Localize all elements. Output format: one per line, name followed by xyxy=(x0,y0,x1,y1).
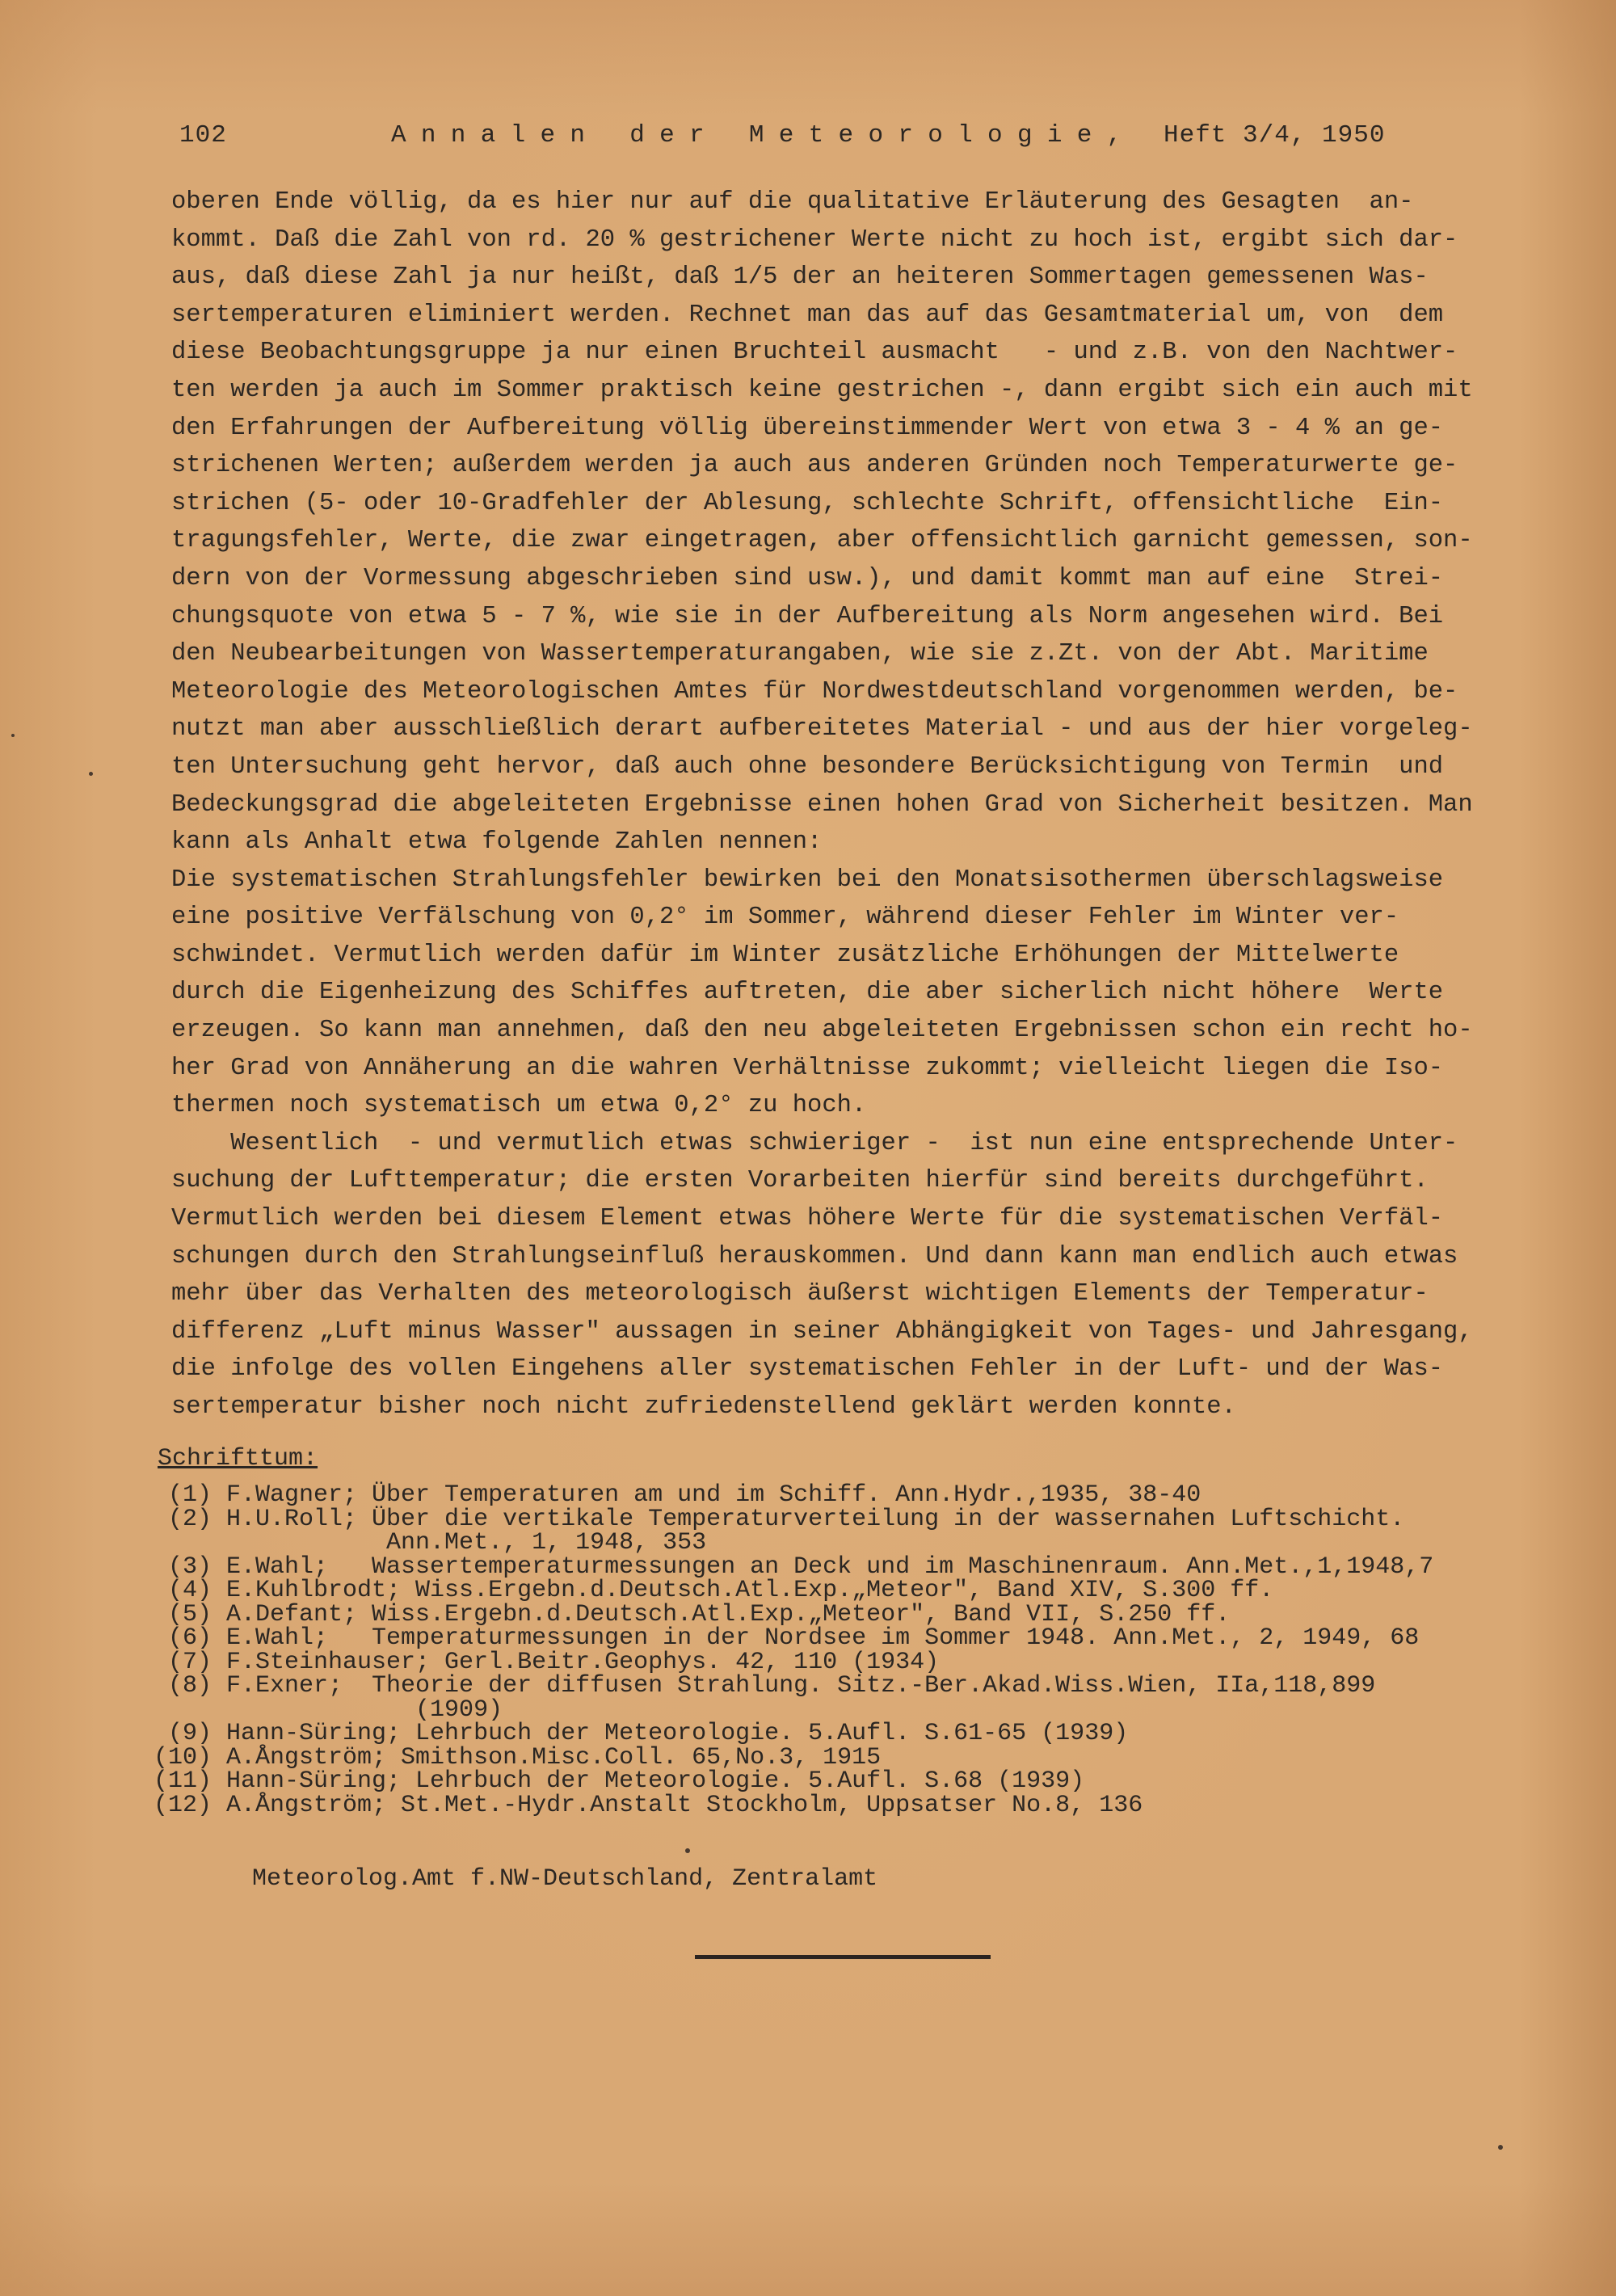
reference-item: (6) E.Wahl; Temperaturmessungen in der Nordsee im Sommer 1948. Ann.Met., 2, 1949, 68 xyxy=(154,1624,1420,1652)
body-line: den Neubearbeitungen von Wassertemperaturangaben, wie sie z.Zt. von der Abt. Maritime xyxy=(171,640,1429,668)
body-line: kommt. Daß die Zahl von rd. 20 % gestrichener Werte nicht zu hoch ist, ergibt sich dar- xyxy=(171,225,1458,254)
paper-speck xyxy=(89,772,93,776)
paper-speck xyxy=(1498,2145,1503,2150)
reference-item: (1909) xyxy=(154,1696,503,1724)
journal-title: Annalen der Meteorologie, xyxy=(391,121,1137,150)
reference-item: (1) F.Wagner; Über Temperaturen am und im Schiff. Ann.Hydr.,1935, 38-40 xyxy=(154,1481,1201,1509)
paper-speck xyxy=(685,1848,690,1853)
body-line: suchung der Lufttemperatur; die ersten Vorarbeiten hierfür sind bereits durchgeführt. xyxy=(171,1167,1429,1195)
body-line: differenz „Luft minus Wasser" aussagen in seiner Abhängigkeit von Tages- und Jahresgang, xyxy=(171,1317,1473,1346)
reference-item: (10) A.Ångström; Smithson.Misc.Coll. 65,No.3, 1915 xyxy=(154,1743,882,1772)
body-line: nutzt man aber ausschließlich derart aufbereitetes Material - und aus der hier vorgeleg- xyxy=(171,715,1473,744)
body-line: ten Untersuchung geht hervor, daß auch ohne besondere Berücksichtigung von Termin und xyxy=(171,752,1444,781)
body-line: sertemperatur bisher noch nicht zufriedenstellend geklärt werden konnte. xyxy=(171,1393,1236,1421)
body-line: erzeugen. So kann man annehmen, daß den neu abgeleiteten Ergebnissen schon ein recht ho- xyxy=(171,1017,1473,1045)
body-line: tragungsfehler, Werte, die zwar eingetragen, aber offensichtlich garnicht gemessen, son- xyxy=(171,527,1473,555)
body-line: Die systematischen Strahlungsfehler bewirken bei den Monatsisothermen überschlagsweise xyxy=(171,866,1444,894)
reference-item: (2) H.U.Roll; Über die vertikale Temperaturverteilung in der wassernahen Luftschicht. xyxy=(154,1505,1405,1533)
reference-item: (12) A.Ångström; St.Met.-Hydr.Anstalt Stockholm, Uppsatser No.8, 136 xyxy=(154,1791,1143,1819)
body-line: dern von der Vormessung abgeschrieben sind usw.), und damit kommt man auf eine Strei- xyxy=(171,564,1444,592)
body-line: durch die Eigenheizung des Schiffes auftreten, die aber sicherlich nicht höhere Werte xyxy=(171,979,1444,1007)
body-line: schwindet. Vermutlich werden dafür im Winter zusätzliche Erhöhungen der Mittelwerte xyxy=(171,941,1399,969)
reference-item: (7) F.Steinhauser; Gerl.Beitr.Geophys. 42, 110 (1934) xyxy=(154,1648,940,1676)
body-line: Bedeckungsgrad die abgeleiteten Ergebnisse einen hohen Grad von Sicherheit besitzen. Man xyxy=(171,790,1473,819)
body-line: den Erfahrungen der Aufbereitung völlig übereinstimmender Wert von etwa 3 - 4 % an ge- xyxy=(171,414,1444,442)
reference-item: (8) F.Exner; Theorie der diffusen Strahlung. Sitz.-Ber.Akad.Wiss.Wien, IIa,118,899 xyxy=(154,1672,1376,1700)
body-line: her Grad von Annäherung an die wahren Verhältnisse zukommt; vielleicht liegen die Iso- xyxy=(171,1054,1444,1082)
reference-item: (4) E.Kuhlbrodt; Wiss.Ergebn.d.Deutsch.Atl.Exp.„Meteor", Band XIV, S.300 ff. xyxy=(154,1577,1274,1604)
body-line: Vermutlich werden bei diesem Element etwas höhere Werte für die systematischen Verfäl- xyxy=(171,1205,1444,1233)
reference-item: Ann.Met., 1, 1948, 353 xyxy=(154,1529,707,1557)
body-line: ten werden ja auch im Sommer praktisch keine gestrichen -, dann ergibt sich ein auch mit xyxy=(171,376,1473,404)
page-number: 102 xyxy=(179,121,227,150)
body-line: kann als Anhalt etwa folgende Zahlen nennen: xyxy=(171,828,823,857)
end-rule xyxy=(695,1955,991,1959)
body-line: Wesentlich - und vermutlich etwas schwieriger - ist nun eine entsprechende Unter- xyxy=(171,1129,1458,1157)
author-affiliation: Meteorolog.Amt f.NW-Deutschland, Zentralamt xyxy=(252,1865,878,1893)
body-line: mehr über das Verhalten des meteorologisch äußerst wichtigen Elements der Temperatur- xyxy=(171,1280,1429,1308)
reference-item: (5) A.Defant; Wiss.Ergebn.d.Deutsch.Atl.Exp.„Meteor", Band VII, S.250 ff. xyxy=(154,1600,1231,1628)
body-line: thermen noch systematisch um etwa 0,2° zu hoch. xyxy=(171,1092,867,1120)
body-line: diese Beobachtungsgruppe ja nur einen Bruchteil ausmacht - und z.B. von den Nachtwer- xyxy=(171,339,1458,367)
paper-speck xyxy=(11,734,15,737)
reference-item: (11) Hann-Süring; Lehrbuch der Meteorologie. 5.Aufl. S.68 (1939) xyxy=(154,1767,1085,1795)
body-line: strichen (5- oder 10-Gradfehler der Ablesung, schlechte Schrift, offensichtliche Ein- xyxy=(171,489,1444,517)
body-line: eine positive Verfälschung von 0,2° im Sommer, während dieser Fehler im Winter ver- xyxy=(171,904,1399,932)
references-list xyxy=(154,1481,1543,1819)
body-line: sertemperaturen eliminiert werden. Rechnet man das auf das Gesamtmaterial um, von dem xyxy=(171,301,1444,329)
body-line: oberen Ende völlig, da es hier nur auf die qualitative Erläuterung des Gesagten an- xyxy=(171,188,1414,216)
body-line: strichenen Werten; außerdem werden ja auch aus anderen Gründen noch Temperaturwerte ge- xyxy=(171,452,1458,480)
body-line: Meteorologie des Meteorologischen Amtes für Nordwestdeutschland vorgenommen werden, be- xyxy=(171,677,1458,706)
reference-item: (9) Hann-Süring; Lehrbuch der Meteorologie. 5.Aufl. S.61-65 (1939) xyxy=(154,1720,1129,1747)
issue-info: Heft 3/4, 1950 xyxy=(1164,121,1386,150)
page-header xyxy=(179,121,1408,157)
body-line: die infolge des vollen Eingehens aller systematischen Fehler in der Luft- und der Was- xyxy=(171,1355,1444,1384)
body-line: chungsquote von etwa 5 - 7 %, wie sie in der Aufbereitung als Norm angesehen wird. Bei xyxy=(171,602,1444,630)
reference-item: (3) E.Wahl; Wassertemperaturmessungen an Deck und im Maschinenraum. Ann.Met.,1,1948,7 xyxy=(154,1552,1434,1581)
references-heading: Schrifttum: xyxy=(158,1445,318,1472)
body-line: schungen durch den Strahlungseinfluß herauskommen. Und dann kann man endlich auch etwas xyxy=(171,1242,1458,1270)
body-line: aus, daß diese Zahl ja nur heißt, daß 1/5 der an heiteren Sommertagen gemessenen Was- xyxy=(171,263,1429,292)
body-text xyxy=(171,183,1545,1426)
